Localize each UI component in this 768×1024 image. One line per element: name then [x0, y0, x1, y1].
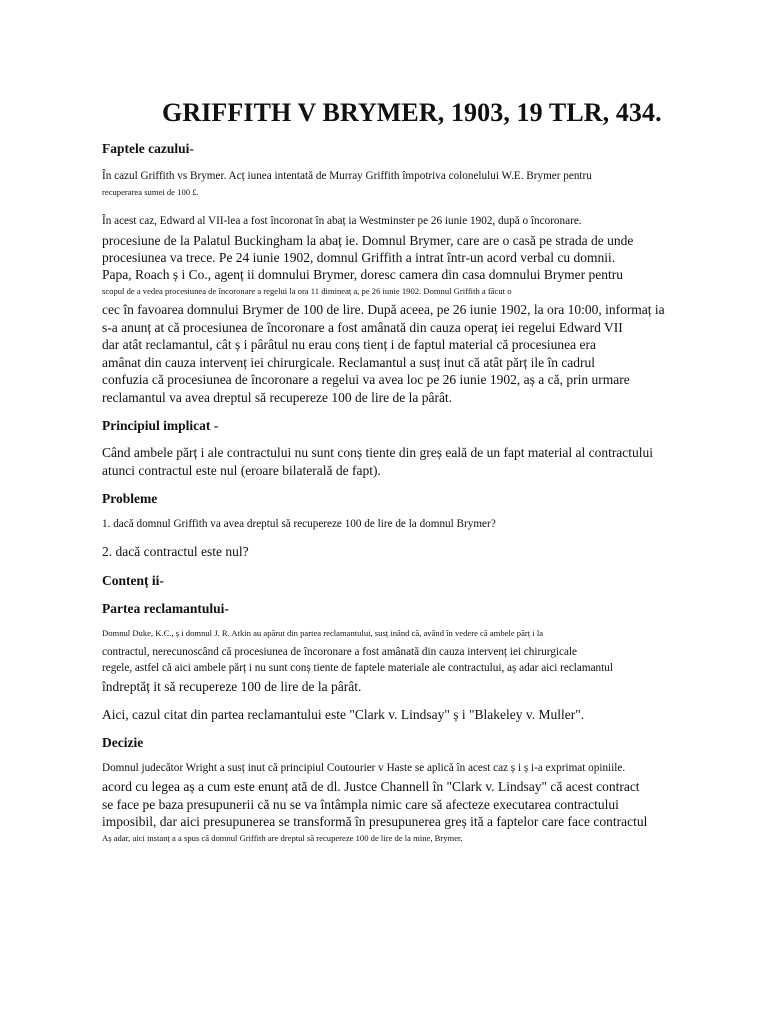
facts-paragraph-line: s-a anunț at că procesiunea de încoronare a fost amânată din cauza operaț iei regelui Edward VII: [102, 320, 623, 335]
decision-line: imposibil, dar aici presupunerea se transformă în presupunerea greș ită a faptelor care face contractul: [102, 814, 648, 829]
principle-line: atunci contractul este nul (eroare bilaterală de fapt).: [102, 463, 381, 478]
facts-paragraph-line: confuzia că procesiunea de încoronare a regelui va avea loc pe 26 iunie 1902, aș a că, prin urmare: [102, 372, 630, 387]
problem-item: 1. dacă domnul Griffith va avea dreptul să recupereze 100 de lire de la domnul Brymer?: [102, 518, 496, 530]
facts-paragraph-line: dar atât reclamantul, cât ș i pârâtul nu erau conș tienț i de faptul material că procesiunea era: [102, 337, 597, 352]
facts-line: recuperarea sumei de 100 £.: [102, 187, 199, 197]
heading-decision: Decizie: [102, 735, 144, 750]
page-title: GRIFFITH V BRYMER, 1903, 19 TLR, 434.: [162, 98, 662, 127]
heading-problems: Probleme: [102, 491, 158, 506]
plaintiff-line: Domnul Duke, K.C., ș i domnul J. R. Atkin au apărut din partea reclamantului, susț inând că, având în vedere că ambele părț i la: [102, 628, 544, 638]
principle-line: Când ambele părț i ale contractului nu sunt conș tiente din greș eală de un fapt material al contractului: [102, 445, 654, 460]
decision-line: Domnul judecător Wright a susț inut că principiul Coutourier v Haste se aplică în acest caz ș i ș i-a exprimat opiniile.: [102, 762, 626, 774]
heading-facts: Faptele cazului-: [102, 141, 194, 156]
plaintiff-cases: Aici, cazul citat din partea reclamantului este "Clark v. Lindsay" ș i "Blakeley v. Muller".: [102, 707, 585, 722]
plaintiff-line: regele, astfel că aici ambele părț i nu sunt conș tiente de faptele materiale ale contractului, aș adar aici reclamantul: [102, 662, 613, 674]
facts-paragraph-line: scopul de a vedea procesiunea de încoronare a regelui la ora 11 dimineaț a, pe 26 iunie 1902. Domnul Griffith a făcut o: [102, 286, 512, 296]
facts-paragraph-line: Papa, Roach ș i Co., agenț ii domnului Brymer, doresc camera din casa domnului Brymer pentru: [102, 267, 623, 282]
decision-line: acord cu legea aș a cum este enunț ată de dl. Justce Channell în "Clark v. Lindsay" că acest contract: [102, 779, 640, 794]
plaintiff-line: îndreptăț it să recupereze 100 de lire de la pârât.: [102, 679, 362, 694]
heading-plaintiff: Partea reclamantului-: [102, 601, 229, 616]
facts-paragraph-line: În acest caz, Edward al VII-lea a fost încoronat în abaț ia Westminster pe 26 iunie 1902, după o încoronare.: [102, 215, 582, 227]
heading-contentions: Contenț ii-: [102, 573, 164, 588]
plaintiff-line: contractul, nerecunoscând că procesiunea de încoronare a fost amânată din cauza intervenț iei chirurgicale: [102, 646, 578, 658]
facts-paragraph-line: procesiune de la Palatul Buckingham la abaț ie. Domnul Brymer, care are o casă pe strada de unde: [102, 233, 634, 248]
facts-paragraph-line: amânat din cauza intervenț iei chirurgicale. Reclamantul a susț inut că atât părț ile în cadrul: [102, 355, 596, 370]
decision-line: Aș adar, aici instanț a a spus că domnul Griffith are dreptul să recupereze 100 de lire de la mine, Brymer.: [102, 833, 463, 843]
decision-line: se face pe baza presupunerii că nu se va întâmpla nimic care să afecteze executarea contractului: [102, 797, 619, 812]
heading-principle: Principiul implicat -: [102, 418, 219, 433]
facts-line: În cazul Griffith vs Brymer. Acț iunea intentată de Murray Griffith împotriva colonelului W.E. Brymer pentru: [102, 170, 592, 182]
facts-paragraph-line: reclamantul va avea dreptul să recupereze 100 de lire de la pârât.: [102, 390, 453, 405]
facts-paragraph-line: cec în favoarea domnului Brymer de 100 de lire. După aceea, pe 26 iunie 1902, la ora 10:00, informaț ia: [102, 302, 665, 317]
problem-item: 2. dacă contractul este nul?: [102, 544, 249, 559]
facts-paragraph-line: procesiunea va trece. Pe 24 iunie 1902, domnul Griffith a intrat într-un acord verbal cu domnii.: [102, 250, 616, 265]
